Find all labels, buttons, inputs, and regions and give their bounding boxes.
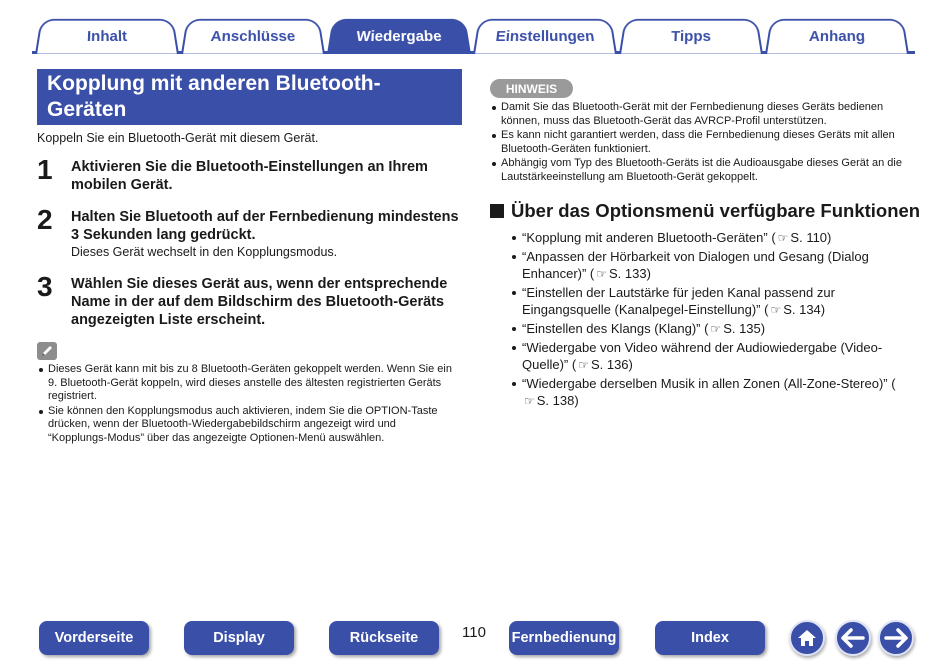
pointing-hand-icon: ☞ bbox=[710, 322, 722, 336]
option-link[interactable]: “Wiedergabe von Video während der Audiowiedergabe (Video-Quelle)” ( ☞ S. 136) bbox=[512, 339, 902, 374]
square-bullet-icon bbox=[490, 204, 504, 218]
list-item: Abhängig vom Typ des Bluetooth-Geräts ist die Audioausgabe dieses Gerät an die Lautstärkeeinstellung am Bluetooth-Gerät gekoppelt. bbox=[490, 157, 910, 184]
intro-text: Koppeln Sie ein Bluetooth-Gerät mit diesem Gerät. bbox=[37, 131, 319, 145]
note-list bbox=[37, 363, 457, 446]
step-number: 3 bbox=[37, 271, 53, 302]
option-link[interactable]: “Wiedergabe derselben Musik in allen Zonen (All-Zone-Stereo)” (☞ S. 138) bbox=[512, 375, 902, 410]
forward-button[interactable] bbox=[878, 620, 914, 656]
vorderseite-button[interactable]: Vorderseite bbox=[39, 621, 149, 655]
hinweis-list bbox=[490, 101, 910, 185]
step-3 bbox=[37, 271, 467, 329]
section-title: Über das Optionsmenü verfügbare Funktionen bbox=[511, 200, 921, 221]
list-item: Damit Sie das Bluetooth-Gerät mit der Fernbedienung dieses Geräts bedienen können, muss das Bluetooth-Gerät das AVRCP-Profil unterstützen. bbox=[490, 101, 910, 128]
option-link[interactable]: “Kopplung mit anderen Bluetooth-Geräten” ( ☞ S. 110) bbox=[512, 229, 902, 247]
display-button[interactable]: Display bbox=[184, 621, 294, 655]
fernbedienung-button[interactable]: Fernbedienung bbox=[509, 621, 619, 655]
home-icon bbox=[796, 627, 818, 649]
tab-wiedergabe[interactable]: Wiedergabe bbox=[327, 19, 471, 54]
step-2 bbox=[37, 204, 467, 259]
tab-tipps[interactable]: Tipps bbox=[619, 19, 763, 54]
pointing-hand-icon: ☞ bbox=[770, 303, 782, 317]
tab-einstellungen[interactable]: Einstellungen bbox=[473, 19, 617, 54]
list-item: Es kann nicht garantiert werden, dass die Fernbedienung dieses Geräts mit allen Bluetooth-Geräten funktioniert. bbox=[490, 129, 910, 156]
list-item: Dieses Gerät kann mit bis zu 8 Bluetooth-Geräten gekoppelt werden. Wenn Sie ein 9. Bluetooth-Gerät koppeln, wird dieses anstelle des ältesten registrierten Geräts registriert. bbox=[37, 363, 457, 404]
forward-arrow-icon bbox=[884, 628, 908, 648]
pointing-hand-icon: ☞ bbox=[524, 394, 535, 408]
home-button[interactable] bbox=[789, 620, 825, 656]
option-link[interactable]: “Einstellen der Lautstärke für jeden Kanal passend zur Eingangsquelle (Kanalpegel-Einstellung)” ( ☞ S. 134) bbox=[512, 284, 902, 319]
pointing-hand-icon: ☞ bbox=[777, 231, 789, 245]
step-text: Aktivieren Sie die Bluetooth-Einstellungen an Ihrem mobilen Gerät. bbox=[71, 159, 428, 193]
list-item: Sie können den Kopplungsmodus auch aktivieren, indem Sie die OPTION-Taste drücken, wenn der Bluetooth-Wiedergabebildschirm angezeigt wird und “Kopplungs-Modus” über das angezeigte Optionen-Menü auswählen. bbox=[37, 405, 457, 446]
page-number: 110 bbox=[462, 624, 486, 641]
step-1 bbox=[37, 154, 467, 194]
tab-inhalt[interactable]: Inhalt bbox=[35, 19, 179, 54]
pointing-hand-icon: ☞ bbox=[578, 358, 589, 372]
back-button[interactable] bbox=[835, 620, 871, 656]
pencil-icon bbox=[37, 342, 57, 360]
hinweis-badge: HINWEIS bbox=[490, 79, 573, 98]
tab-anschluesse[interactable]: Anschlüsse bbox=[181, 19, 325, 54]
tab-bar bbox=[32, 16, 915, 54]
step-subtext: Dieses Gerät wechselt in den Kopplungsmodus. bbox=[71, 245, 338, 259]
options-list bbox=[512, 229, 902, 411]
step-text: Wählen Sie dieses Gerät aus, wenn der entsprechende Name in der auf dem Bildschirm des Bluetooth-Geräts angezeigten Liste erscheint. bbox=[71, 276, 448, 328]
step-number: 2 bbox=[37, 204, 53, 235]
step-text: Halten Sie Bluetooth auf der Fernbedienung mindestens 3 Sekunden lang gedrückt. bbox=[71, 209, 459, 243]
back-arrow-icon bbox=[841, 628, 865, 648]
section-heading bbox=[490, 200, 920, 222]
index-button[interactable]: Index bbox=[655, 621, 765, 655]
rueckseite-button[interactable]: Rückseite bbox=[329, 621, 439, 655]
step-number: 1 bbox=[37, 154, 53, 185]
pointing-hand-icon: ☞ bbox=[596, 267, 608, 281]
tab-anhang[interactable]: Anhang bbox=[765, 19, 909, 54]
option-link[interactable]: “Anpassen der Hörbarkeit von Dialogen und Gesang (Dialog Enhancer)” ( ☞ S. 133) bbox=[512, 248, 902, 283]
page-title: Kopplung mit anderen Bluetooth-Geräten bbox=[37, 69, 462, 125]
option-link[interactable]: “Einstellen des Klangs (Klang)” ( ☞ S. 135) bbox=[512, 320, 902, 338]
